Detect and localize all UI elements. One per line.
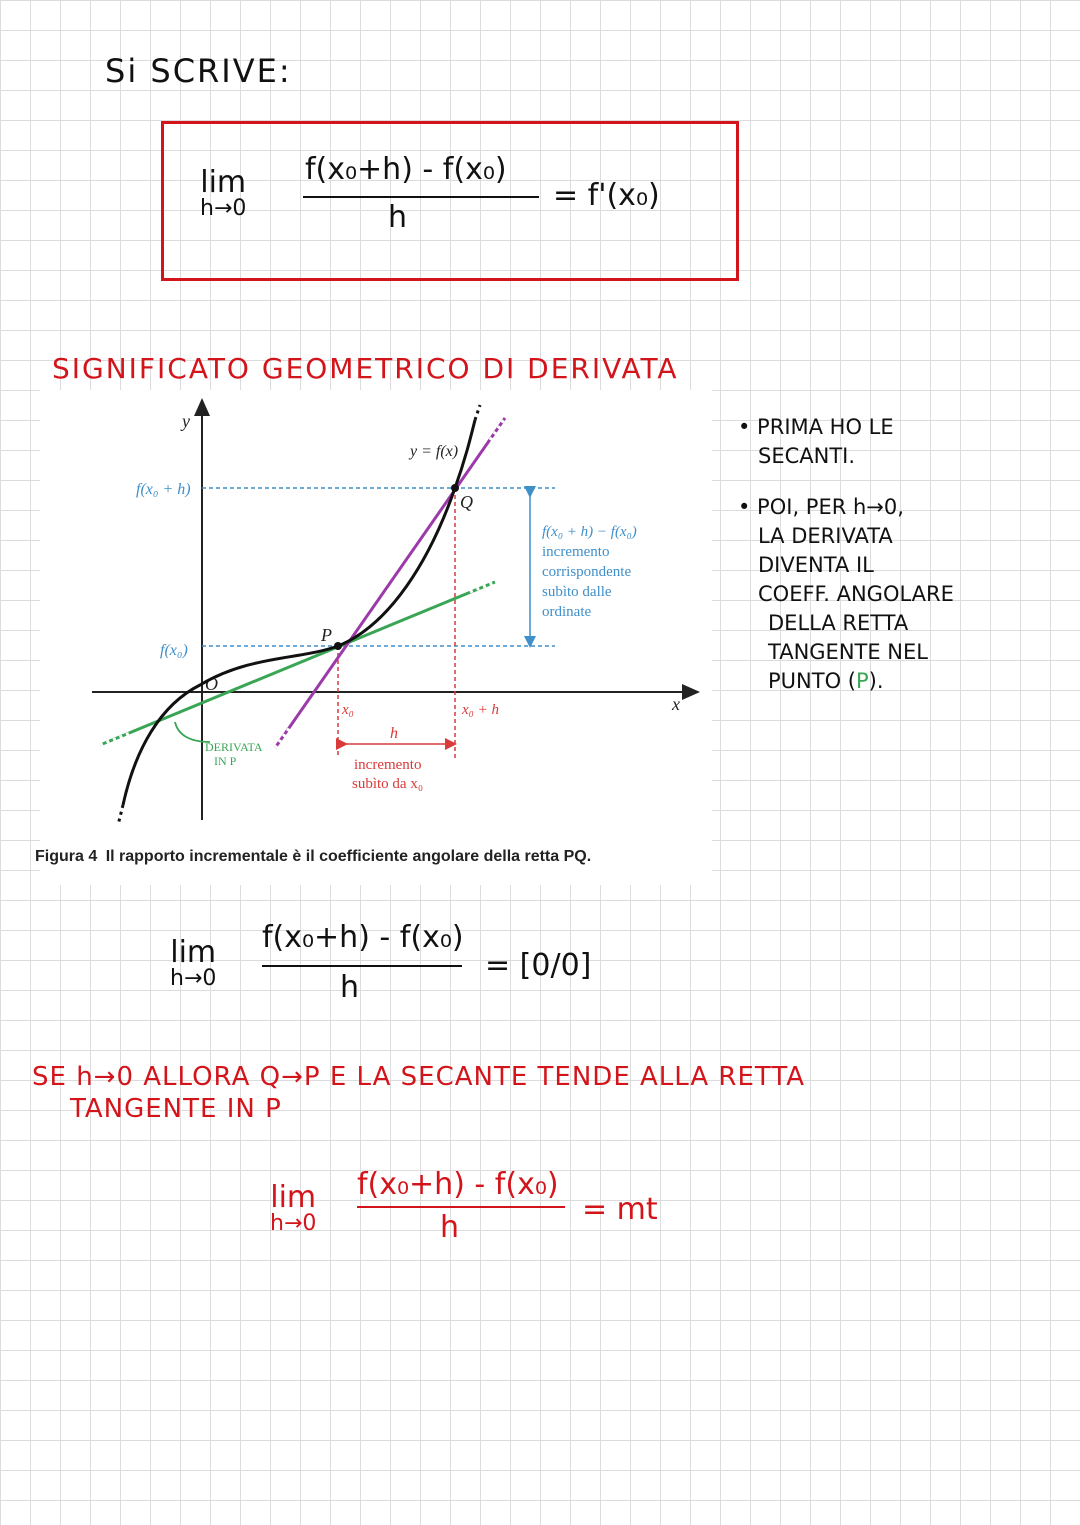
fx0-label: f(x₀) xyxy=(160,642,188,659)
side-note-line9 xyxy=(738,667,954,696)
formula2-fraction-bar xyxy=(262,965,462,967)
point-p xyxy=(334,642,342,650)
formula3-fraction-bar xyxy=(357,1206,565,1208)
derivata-note-line2: IN P xyxy=(214,754,237,768)
curve-dash-start xyxy=(118,805,123,825)
point-p-label: P xyxy=(321,625,332,645)
side-note-line2: SECANTI. xyxy=(758,444,856,468)
formula3-result: = mt xyxy=(582,1192,658,1227)
side-note-line1: • PRIMA HO LE xyxy=(738,415,894,439)
origin-label: O xyxy=(205,674,218,694)
lim-text-2: lim xyxy=(170,935,217,970)
secant-line xyxy=(275,418,505,748)
side-note-line9-end: ). xyxy=(868,669,884,693)
formula3-denominator: h xyxy=(440,1210,460,1245)
box-result: = f'(x₀) xyxy=(553,178,660,213)
side-note-line4: LA DERIVATA xyxy=(758,524,893,548)
derivata-note-line1: DERIVATA xyxy=(205,740,263,754)
formula2-numerator: f(x₀+h) - f(x₀) xyxy=(262,920,464,955)
lim-subscript-3: h→0 xyxy=(270,1211,317,1236)
limit-symbol-2 xyxy=(170,935,217,992)
red-text-line2: TANGENTE IN P xyxy=(70,1094,282,1124)
x-axis-label: x xyxy=(672,694,680,714)
point-q xyxy=(451,484,459,492)
y-increment-line4: subìto dalle xyxy=(542,584,612,600)
derivata-note-arrow xyxy=(175,722,210,742)
red-text-line1: SE h→0 ALLORA Q→P E LA SECANTE TENDE ALLA RETTA xyxy=(32,1062,805,1092)
side-note-line9-start: PUNTO ( xyxy=(768,669,856,693)
side-note-line5: DIVENTA IL xyxy=(758,553,874,577)
y-increment-line1: f(x₀ + h) − f(x₀) xyxy=(542,524,637,540)
y-axis-label: y xyxy=(182,411,190,431)
fx0h-label: f(x₀ + h) xyxy=(136,481,191,498)
side-notes xyxy=(738,413,954,696)
x-increment-line1: incremento xyxy=(354,757,422,773)
y-increment-line3: corrispondente xyxy=(542,564,632,580)
side-note-line7: DELLA RETTA xyxy=(768,611,909,635)
formula3-numerator: f(x₀+h) - f(x₀) xyxy=(357,1167,559,1202)
section-title: SIGNIFICATO GEOMETRICO DI DERIVATA xyxy=(52,352,679,385)
x0-label: x₀ xyxy=(342,702,354,718)
caption-text: Il rapporto incrementale è il coefficiente angolare della retta PQ. xyxy=(105,848,592,865)
box-denominator: h xyxy=(388,200,408,235)
formula2-denominator: h xyxy=(340,970,360,1005)
formula2-result: = [0/0] xyxy=(485,948,592,983)
curve-dash-end xyxy=(475,405,480,420)
caption-figure-number: Figura 4 xyxy=(35,848,98,865)
lim-subscript: h→0 xyxy=(200,196,247,221)
h-label: h xyxy=(390,725,398,742)
y-increment-line2: incremento xyxy=(542,544,610,560)
side-note-line3: • POI, PER h→0, xyxy=(738,495,904,519)
limit-symbol-3 xyxy=(270,1180,317,1237)
lim-text-3: lim xyxy=(270,1180,317,1215)
side-note-line6: COEFF. ANGOLARE xyxy=(758,582,954,606)
box-numerator: f(x₀+h) - f(x₀) xyxy=(305,152,507,187)
x-increment-line2: subìto da x₀ xyxy=(352,776,424,792)
heading: Si SCRIVE: xyxy=(105,52,292,90)
point-q-label: Q xyxy=(460,492,473,512)
lim-subscript-2: h→0 xyxy=(170,966,217,991)
y-increment-line5: ordinate xyxy=(542,604,592,620)
x0h-label: x₀ + h xyxy=(462,702,499,718)
side-note-line8: TANGENTE NEL xyxy=(768,640,928,664)
curve-label: y = f(x) xyxy=(410,443,459,460)
lim-text: lim xyxy=(200,165,247,200)
side-note-point-p: P xyxy=(855,669,869,693)
figure-caption xyxy=(35,848,591,866)
